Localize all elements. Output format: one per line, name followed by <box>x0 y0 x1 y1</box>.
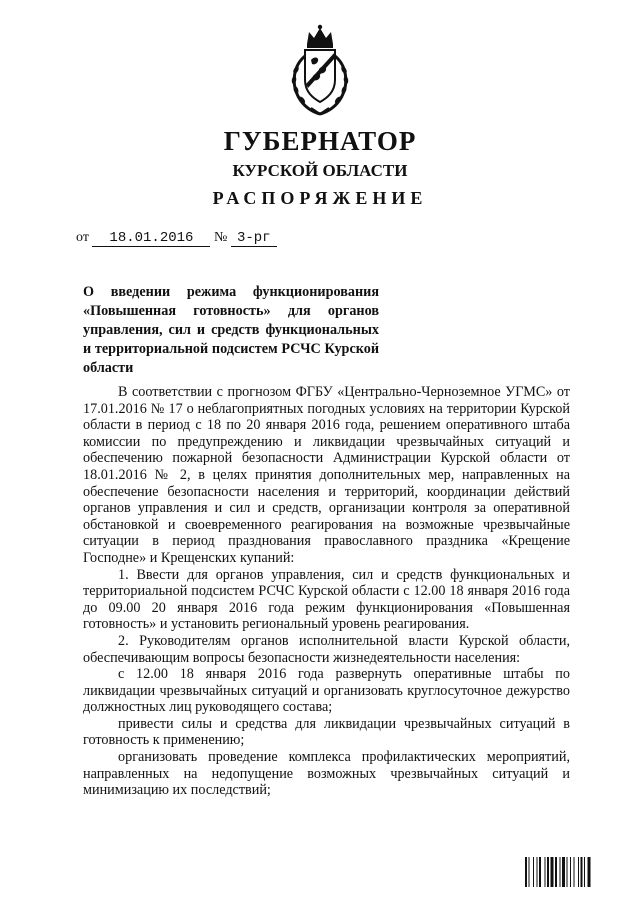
barcode <box>525 857 616 887</box>
region-name: КУРСКОЙ ОБЛАСТИ <box>232 161 408 180</box>
document-number: 3-рг <box>231 230 277 247</box>
document-body <box>83 384 570 799</box>
body-paragraph: В соответствии с прогнозом ФГБУ «Центрально-Черноземное УГМС» от 17.01.2016 № 17 о неблагоприятных погодных условиях на территории Курской области в период с 18 по 20 января 2016 года, решением оперативного штаба комиссии по предупреждению и ликвидации чрезвычайных ситуаций и обеспечению пожарной безопасности Администрации Курской области от 18.01.2016 № 2, в целях принятия дополнительных мер, направленных на обеспечение безопасности населения и территорий, координации действий органов управления и сил и средств, организации контроля за оперативной обстановкой и своевременного реагирования на возможные чрезвычайные ситуации в период празднования православного праздника «Крещение Господне» и Крещенских купаний: <box>83 384 570 566</box>
body-paragraph: с 12.00 18 января 2016 года развернуть оперативные штабы по ликвидации чрезвычайных ситуаций и организовать круглосуточное дежурство должностных лиц руководящего состава; <box>83 666 570 716</box>
body-paragraph: 2. Руководителям органов исполнительной власти Курской области, обеспечивающим вопросы безопасности жизнедеятельности населения: <box>83 632 570 666</box>
document-title: ГУБЕРНАТОР <box>223 126 417 156</box>
document-subject: О введении режима функционирования «Повышенная готовность» для органов управления, сил и средств функциональных и территориальной подсистем РСЧС Курской области <box>83 284 379 376</box>
coat-of-arms-emblem <box>285 22 355 117</box>
document-type: РАСПОРЯЖЕНИЕ <box>212 188 428 208</box>
number-prefix: № <box>213 230 228 245</box>
body-paragraph: 1. Ввести для органов управления, сил и средств функциональных и территориальной подсистем РСЧС Курской области с 12.00 18 января 2016 года до 09.00 20 января 2016 года режим функционирования «Повышенная готовность» и установить региональный уровень реагирования. <box>83 566 570 633</box>
date-prefix: от <box>76 230 89 245</box>
document-date: 18.01.2016 <box>92 230 210 247</box>
date-number-line <box>76 230 277 247</box>
body-paragraph: привести силы и средства для ликвидации чрезвычайных ситуаций в готовность к применению; <box>83 715 570 749</box>
body-paragraph: организовать проведение комплекса профилактических мероприятий, направленных на недопущение возможных чрезвычайных ситуаций и минимизацию их последствий; <box>83 749 570 799</box>
